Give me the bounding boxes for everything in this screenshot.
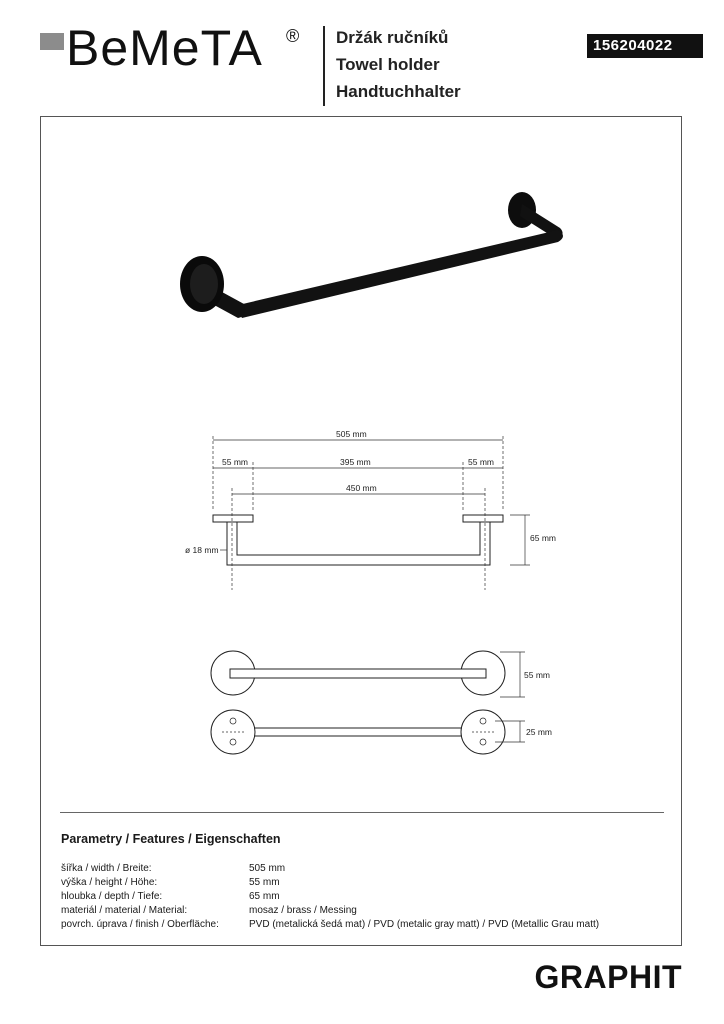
- dim-depth: 65 mm: [530, 533, 556, 543]
- param-label-height: výška / height / Höhe:: [61, 877, 158, 888]
- param-label-material: materiál / material / Material:: [61, 905, 188, 916]
- registered-mark: ®: [286, 26, 300, 46]
- brand-logo: BeMeTA: [66, 20, 263, 76]
- dim-bar-diameter: ø 18 mm: [185, 545, 219, 555]
- param-label-depth: hloubka / depth / Tiefe:: [61, 891, 163, 902]
- section-divider: [60, 812, 664, 813]
- product-name-de: Handtuchhalter: [336, 82, 461, 101]
- param-value-height: 55 mm: [249, 877, 280, 888]
- dim-right-offset: 55 mm: [468, 457, 494, 467]
- finish-label: GRAPHIT: [534, 959, 682, 995]
- product-photo: [160, 170, 590, 350]
- param-label-finish: povrch. úprava / finish / Oberfläche:: [61, 919, 219, 930]
- product-names: [336, 24, 461, 105]
- param-label-width: šířka / width / Breite:: [61, 863, 152, 874]
- title-divider: [323, 26, 325, 106]
- dim-bar-length: 450 mm: [346, 483, 377, 493]
- param-value-finish: PVD (metalická šedá mat) / PVD (metalic gray matt) / PVD (Metallic Grau matt): [249, 919, 600, 930]
- parameters-title: Parametry / Features / Eigenschaften: [61, 832, 281, 846]
- towel-bar: [234, 230, 563, 318]
- param-value-material: mosaz / brass / Messing: [249, 905, 357, 916]
- product-name-en: Towel holder: [336, 55, 440, 74]
- dim-center-span: 395 mm: [340, 457, 371, 467]
- param-value-width: 505 mm: [249, 863, 286, 874]
- product-code-badge: 156204022: [587, 34, 703, 58]
- logo-square-icon: [40, 33, 64, 50]
- dim-mount-spacing: 25 mm: [526, 727, 552, 737]
- param-value-depth: 65 mm: [249, 891, 280, 902]
- dim-total-width: 505 mm: [336, 429, 367, 439]
- product-name-cz: Držák ručníků: [336, 28, 449, 47]
- technical-drawing: [160, 420, 580, 760]
- dim-left-offset: 55 mm: [222, 457, 248, 467]
- dim-rosette-diameter: 55 mm: [524, 670, 550, 680]
